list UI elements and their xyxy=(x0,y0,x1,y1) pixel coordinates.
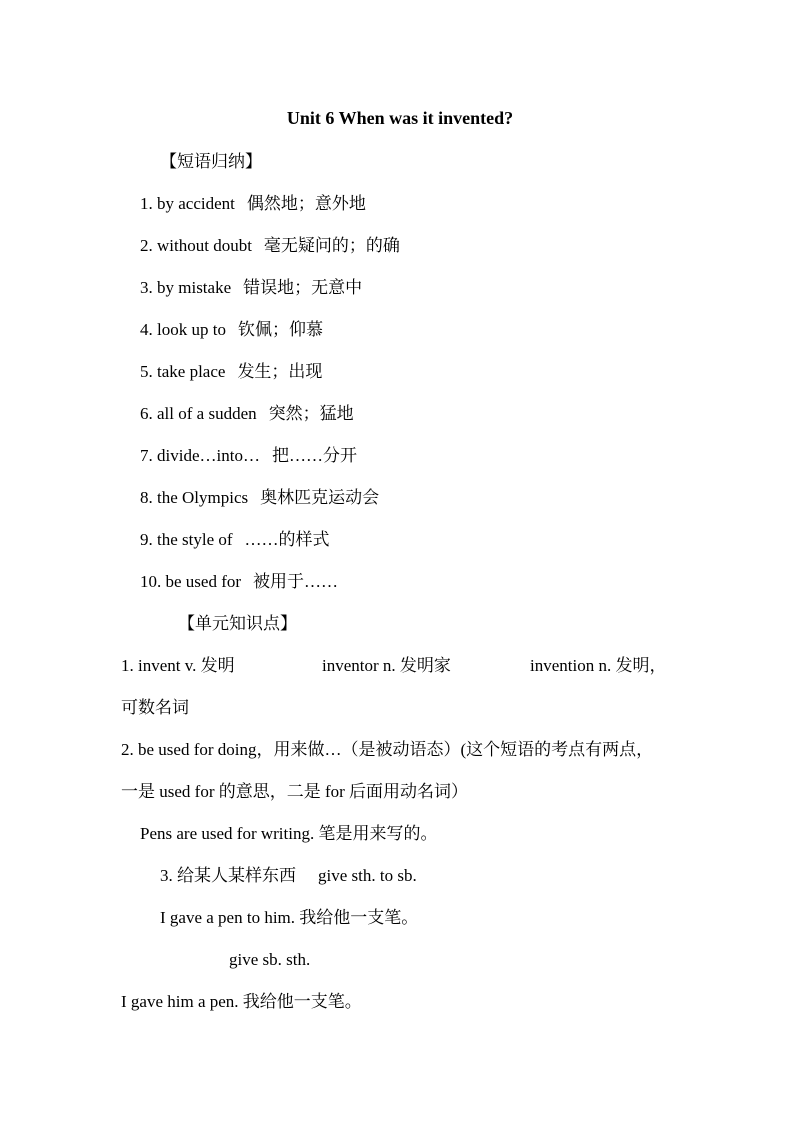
phrase-chinese: 钦佩；仰慕 xyxy=(237,320,323,339)
phrases-heading: 【短语归纳】 xyxy=(160,152,262,171)
phrase-english: 1. by accident xyxy=(140,194,235,213)
phrase-item xyxy=(140,361,322,383)
phrase-item xyxy=(140,487,379,509)
phrase-item xyxy=(140,235,400,257)
phrase-chinese: 奥林匹克运动会 xyxy=(260,488,380,507)
knowledge-point-3-heading: 3. 给某人某样东西 xyxy=(160,866,296,885)
sentence-pattern: give sth. to sb. xyxy=(318,866,417,885)
phrase-english: 5. take place xyxy=(140,362,226,381)
knowledge-point-1a: 1. invent v. 发明 xyxy=(121,656,235,675)
knowledge-point-1c: invention n. 发明， xyxy=(530,656,667,675)
phrase-chinese: 毫无疑问的；的确 xyxy=(263,236,400,255)
phrase-english: 2. without doubt xyxy=(140,236,252,255)
phrase-chinese: 偶然地；意外地 xyxy=(246,194,366,213)
example-sentence: I gave a pen to him. 我给他一支笔。 xyxy=(160,908,419,927)
page-title: Unit 6 When was it invented? xyxy=(286,108,514,128)
phrase-item xyxy=(140,277,362,299)
phrase-item xyxy=(140,193,366,215)
phrase-english: 10. be used for xyxy=(140,572,242,591)
phrase-chinese: 把……分开 xyxy=(271,446,357,465)
example-sentence: I gave him a pen. 我给他一支笔。 xyxy=(121,992,362,1011)
knowledge-point-1b: inventor n. 发明家 xyxy=(322,656,451,675)
phrase-english: 4. look up to xyxy=(140,320,226,339)
phrase-english: 3. by mistake xyxy=(140,278,232,297)
knowledge-heading: 【单元知识点】 xyxy=(178,614,297,633)
phrase-chinese: 发生；出现 xyxy=(237,362,323,381)
knowledge-point-2-continued: 一是 used for 的意思，二是 for 后面用动名词） xyxy=(121,782,469,801)
phrase-english: 7. divide…into… xyxy=(140,446,260,465)
phrase-item xyxy=(140,445,357,467)
phrase-chinese: ……的样式 xyxy=(244,530,330,549)
phrase-english: 8. the Olympics xyxy=(140,488,249,507)
phrase-item xyxy=(140,403,354,425)
knowledge-point-3 xyxy=(160,865,417,887)
knowledge-point-2: 2. be used for doing，用来做…（是被动语态）(这个短语的考点有两点， xyxy=(121,740,654,759)
sentence-pattern: give sb. sth. xyxy=(229,950,311,969)
phrase-english: 6. all of a sudden xyxy=(140,404,257,423)
phrase-item xyxy=(140,319,323,341)
phrase-item xyxy=(140,571,338,593)
phrase-chinese: 被用于…… xyxy=(253,572,339,591)
knowledge-point-1-continued: 可数名词 xyxy=(121,698,189,717)
phrase-item xyxy=(140,529,330,551)
phrase-english: 9. the style of xyxy=(140,530,233,549)
phrase-chinese: 错误地；无意中 xyxy=(243,278,363,297)
phrase-chinese: 突然；猛地 xyxy=(268,404,354,423)
example-sentence: Pens are used for writing. 笔是用来写的。 xyxy=(140,824,438,843)
